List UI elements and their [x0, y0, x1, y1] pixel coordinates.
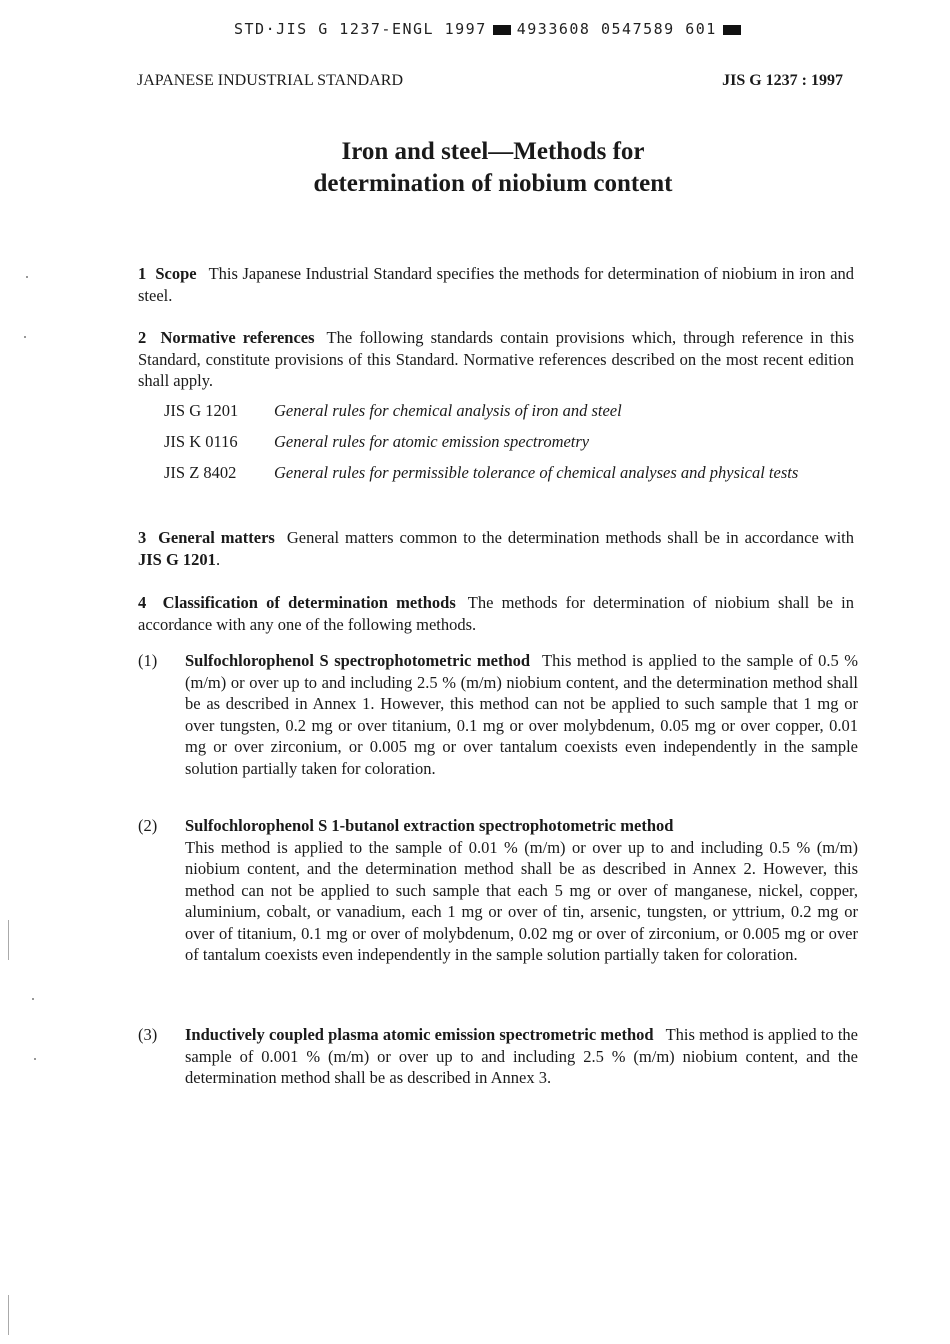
title-line-2: determination of niobium content — [313, 170, 673, 197]
section-heading: General matters — [158, 528, 275, 547]
section-text: The methods for determination of niobium shall be in accordance with any one of the following methods. — [138, 593, 854, 634]
item-text: This method is applied to the sample of 0.001 % (m/m) or over up to and including 2.5 % (m/m) niobium content, and the determination method shall be as described in Annex 3. — [185, 1025, 859, 1087]
method-item — [138, 1024, 858, 1089]
scan-edge-line — [8, 920, 9, 960]
reference-code: JIS K 0116 — [164, 432, 238, 451]
reference-item — [164, 400, 852, 422]
section-number: 2 — [138, 328, 147, 347]
section-classification — [138, 592, 854, 635]
document-code-line — [234, 20, 747, 38]
reference-title: General rules for atomic emission spectrometry — [274, 432, 590, 451]
section-general-matters — [138, 527, 854, 570]
document-serial: 4933608 0547589 601 — [516, 20, 717, 38]
header-standard-name: JAPANESE INDUSTRIAL STANDARD — [137, 72, 403, 89]
section-text: The following standards contain provisions which, through reference in this Standard, constitute provisions of this Standard. Normative references described on the most recent edition shall apply. — [138, 328, 854, 390]
reference-item — [164, 462, 852, 484]
scan-speck — [32, 998, 34, 1000]
section-text: This Japanese Industrial Standard specifies the methods for determination of niobium in iron and steel. — [138, 264, 855, 305]
item-number: (1) — [138, 651, 158, 670]
reference-code: JIS G 1201 — [164, 401, 239, 420]
section-number: 1 — [138, 264, 147, 283]
reference-item — [164, 431, 852, 453]
item-heading: Inductively coupled plasma atomic emission spectrometric method — [185, 1025, 654, 1044]
section-text-end: . — [215, 549, 221, 569]
section-scope — [138, 263, 854, 306]
scan-edge-line — [8, 1295, 9, 1335]
item-heading: Sulfochlorophenol S 1-butanol extraction spectrophotometric method — [185, 816, 674, 835]
method-item — [138, 650, 858, 779]
reference-title: General rules for chemical analysis of iron and steel — [274, 401, 622, 420]
section-normative-references — [138, 327, 854, 392]
scan-speck — [24, 336, 26, 338]
document-code: STD·JIS G 1237-ENGL 1997 — [234, 20, 487, 38]
item-text: This method is applied to the sample of 0.5 % (m/m) or over up to and including 2.5 % (m/m) niobium content, and the determination method shall be as described in Annex 1. However, this method can not be applied to such sample that 1 mg or over tungsten, 0.2 mg or over titanium, 0.1 mg or over molybdenum, 0.05 mg or over copper, 0.01 mg or over zirconium, or 0.005 mg or over tantalum coexists even independently in the sample solution partially taken for coloration. — [185, 651, 858, 778]
header-standard-number: JIS G 1237 : 1997 — [722, 72, 843, 89]
section-number: 3 — [138, 528, 147, 547]
section-heading: Normative references — [160, 328, 315, 347]
section-heading: Scope — [155, 264, 197, 283]
item-heading: Sulfochlorophenol S spectrophotometric method — [185, 651, 531, 670]
item-number: (3) — [138, 1025, 158, 1044]
method-item — [138, 815, 858, 966]
page-title — [0, 136, 950, 200]
scan-speck — [34, 1058, 36, 1060]
section-reference: JIS G 1201 — [138, 549, 216, 569]
reference-code: JIS Z 8402 — [164, 463, 237, 482]
reference-title: General rules for permissible tolerance of chemical analyses and physical tests — [274, 463, 799, 482]
title-line-1: Iron and steel—Methods for — [341, 138, 645, 165]
black-bar-mark — [723, 25, 741, 35]
section-text: General matters common to the determination methods shall be in accordance with — [286, 528, 855, 547]
item-text: This method is applied to the sample of 0.01 % (m/m) or over up to and including 0.5 % (m/m) niobium content, and the determination method shall be as described in Annex 2. However, this method can not be applied to such sample that each 5 mg or over of manganese, nickel, copper, aluminium, cobalt, or vanadium, each 1 mg or over of tin, arsenic, tungsten, or yttrium, 0.2 mg or over of titanium, 0.1 mg or over of molybdenum, 0.02 mg or over of zirconium, or 0.005 mg or over of tantalum coexists even independently in the sample solution partially taken for coloration. — [185, 837, 858, 964]
scan-speck — [26, 276, 28, 278]
black-bar-mark — [493, 25, 511, 35]
section-number: 4 — [138, 593, 147, 612]
item-number: (2) — [138, 816, 158, 835]
section-heading: Classification of determination methods — [162, 593, 456, 612]
